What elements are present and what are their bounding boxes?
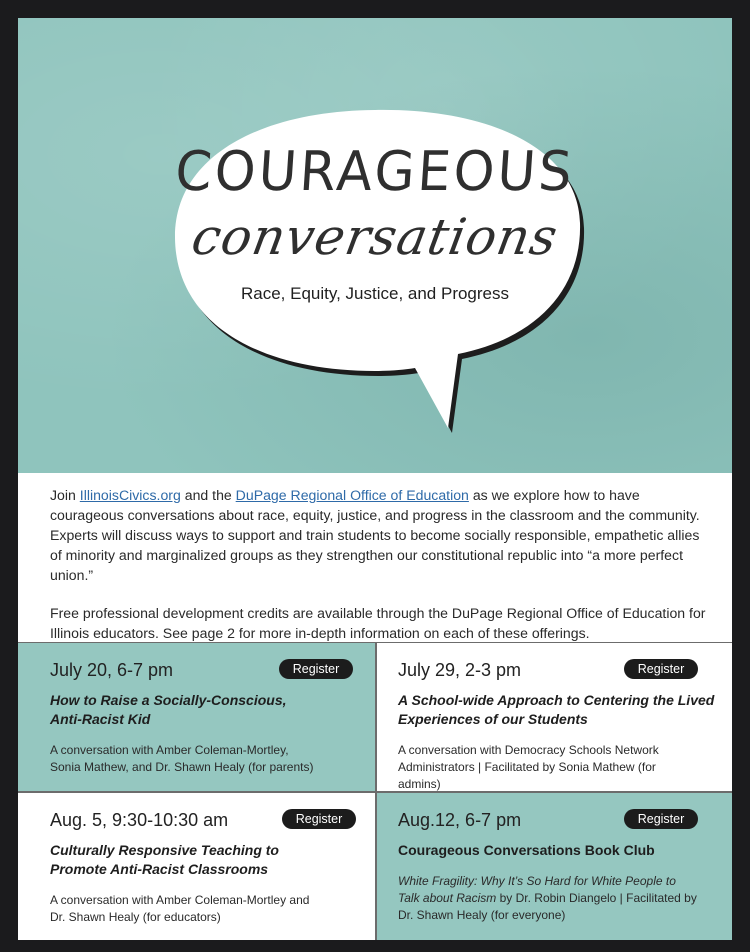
subtitle: Race, Equity, Justice, and Progress bbox=[240, 284, 510, 303]
event-description: A conversation with Amber Coleman-Mortley and Dr. Shawn Healy (for educators) bbox=[50, 893, 310, 924]
event-card-july-29 bbox=[376, 643, 732, 791]
intro-and-text: and the bbox=[180, 487, 236, 503]
event-title: A School-wide Approach to Centering the Lived Experiences of our Students bbox=[398, 692, 715, 727]
register-button[interactable]: Register bbox=[282, 809, 356, 829]
register-button[interactable]: Register bbox=[624, 809, 698, 829]
event-date: Aug. 5, 9:30-10:30 am bbox=[50, 810, 229, 830]
event-date: Aug.12, 6-7 pm bbox=[398, 810, 522, 830]
dupage-roe-link[interactable]: DuPage Regional Office of Education bbox=[235, 487, 469, 503]
intro-join-text: Join bbox=[50, 487, 80, 503]
register-button[interactable]: Register bbox=[279, 659, 353, 679]
grid-divider-horizontal bbox=[18, 791, 732, 793]
hero-banner bbox=[18, 18, 732, 473]
event-description: A conversation with Amber Coleman-Mortley, Sonia Mathew, and Dr. Shawn Healy (for parents) bbox=[50, 743, 314, 774]
book-title: White Fragility: Why It’s So Hard for White People to Talk about Racism bbox=[398, 874, 676, 905]
event-title: Courageous Conversations Book Club bbox=[398, 842, 655, 858]
intro-paragraph-2: Free professional development credits are available through the DuPage Regional Office of Education for Illinois educators. See page 2 for more in-depth information on each of these offerings. bbox=[50, 605, 706, 641]
event-title: Culturally Responsive Teaching to Promote Anti-Racist Classrooms bbox=[50, 842, 279, 877]
event-date: July 29, 2-3 pm bbox=[398, 660, 522, 680]
flyer bbox=[18, 18, 732, 940]
event-card-july-20 bbox=[18, 643, 375, 791]
title-conversations: conversations bbox=[187, 208, 563, 266]
event-card-aug-12 bbox=[376, 793, 732, 940]
events-grid bbox=[18, 642, 732, 940]
event-description: A conversation with Democracy Schools Network Administrators | Facilitated by Sonia Mathew (for admins) bbox=[398, 743, 659, 791]
event-facilitators: by Dr. Robin Diangelo | Facilitated by Dr. Shawn Healy (for everyone) bbox=[398, 891, 697, 922]
event-card-aug-5 bbox=[18, 793, 375, 940]
intro-text bbox=[50, 485, 710, 643]
intro-rest-text: as we explore how to have courageous conversations about race, equity, justice, and progress in the classroom and the community. Experts will discuss ways to support and train students to become socially responsible, empathetic allies of minority and marginalized groups as they strengthen our constitutional republic into “a more perfect union.” bbox=[50, 487, 700, 583]
intro-paragraph-1 bbox=[50, 485, 710, 585]
event-title: How to Raise a Socially-Conscious, Anti-Racist Kid bbox=[50, 692, 287, 727]
illinoiscivics-link[interactable]: IllinoisCivics.org bbox=[79, 487, 181, 503]
title-courageous: COURAGEOUS bbox=[173, 140, 577, 204]
event-date: July 20, 6-7 pm bbox=[50, 660, 174, 680]
register-button[interactable]: Register bbox=[624, 659, 698, 679]
event-description bbox=[398, 873, 698, 924]
